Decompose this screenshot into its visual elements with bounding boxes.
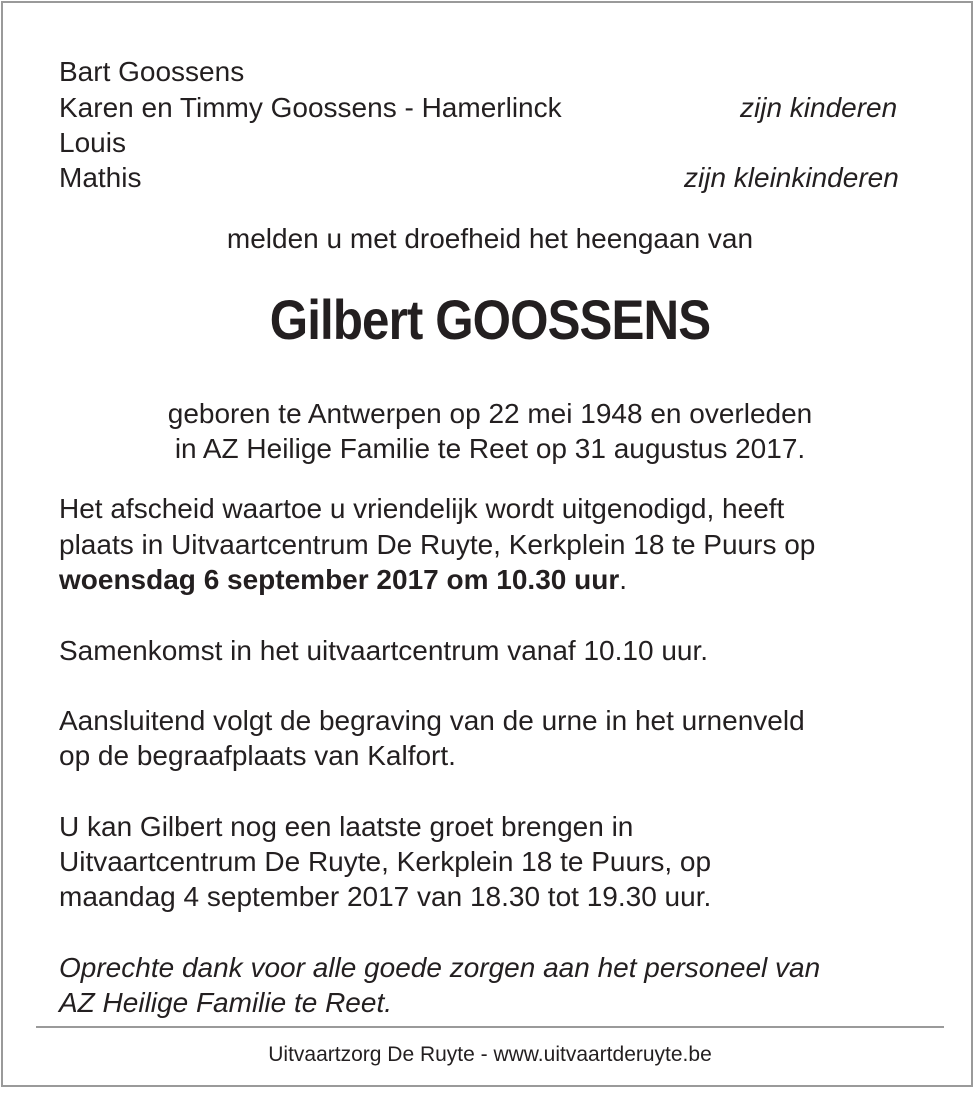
farewell-date-line [59,566,627,594]
family-member-mathis: Mathis [59,162,142,193]
farewell-line1: Het afscheid waartoe u vriendelijk wordt uitgenodigd, heeft [59,493,785,524]
farewell-line2: plaats in Uitvaartcentrum De Ruyte, Kerkplein 18 te Puurs op [59,529,816,560]
thanks-line1: Oprechte dank voor alle goede zorgen aan het personeel van [59,952,821,983]
thanks-line2: AZ Heilige Familie te Reet. [59,987,393,1018]
visitation-line2: Uitvaartcentrum De Ruyte, Kerkplein 18 te Puurs, op [59,846,712,877]
birth-death-line1: geboren te Antwerpen op 22 mei 1948 en overleden [167,398,813,429]
footer-divider [36,1026,944,1028]
family-member-karen-timmy: Karen en Timmy Goossens - Hamerlinck [59,92,562,123]
role-grandchildren: zijn kleinkinderen [684,162,899,193]
burial-line2: op de begraafplaats van Kalfort. [59,740,456,771]
birth-death-line2: in AZ Heilige Familie te Reet op 31 augustus 2017. [174,433,806,464]
burial-line1: Aansluitend volgt de begraving van de urne in het urnenveld [59,705,805,736]
family-member-bart: Bart Goossens [59,56,245,87]
visitation-line1: U kan Gilbert nog een laatste groet brengen in [59,811,634,842]
footer-text: Uitvaartzorg De Ruyte - www.uitvaartderuyte.be [268,1043,712,1066]
farewell-date-period: . [619,564,628,595]
deceased-name: Gilbert GOOSSENS [269,288,711,351]
gathering-text: Samenkomst in het uitvaartcentrum vanaf 10.10 uur. [59,635,709,666]
intro-text: melden u met droefheid het heengaan van [226,223,754,254]
family-member-louis: Louis [59,127,126,158]
farewell-date: woensdag 6 september 2017 om 10.30 uur [59,564,620,595]
visitation-line3: maandag 4 september 2017 van 18.30 tot 19.30 uur. [59,881,712,912]
role-children: zijn kinderen [740,92,898,123]
